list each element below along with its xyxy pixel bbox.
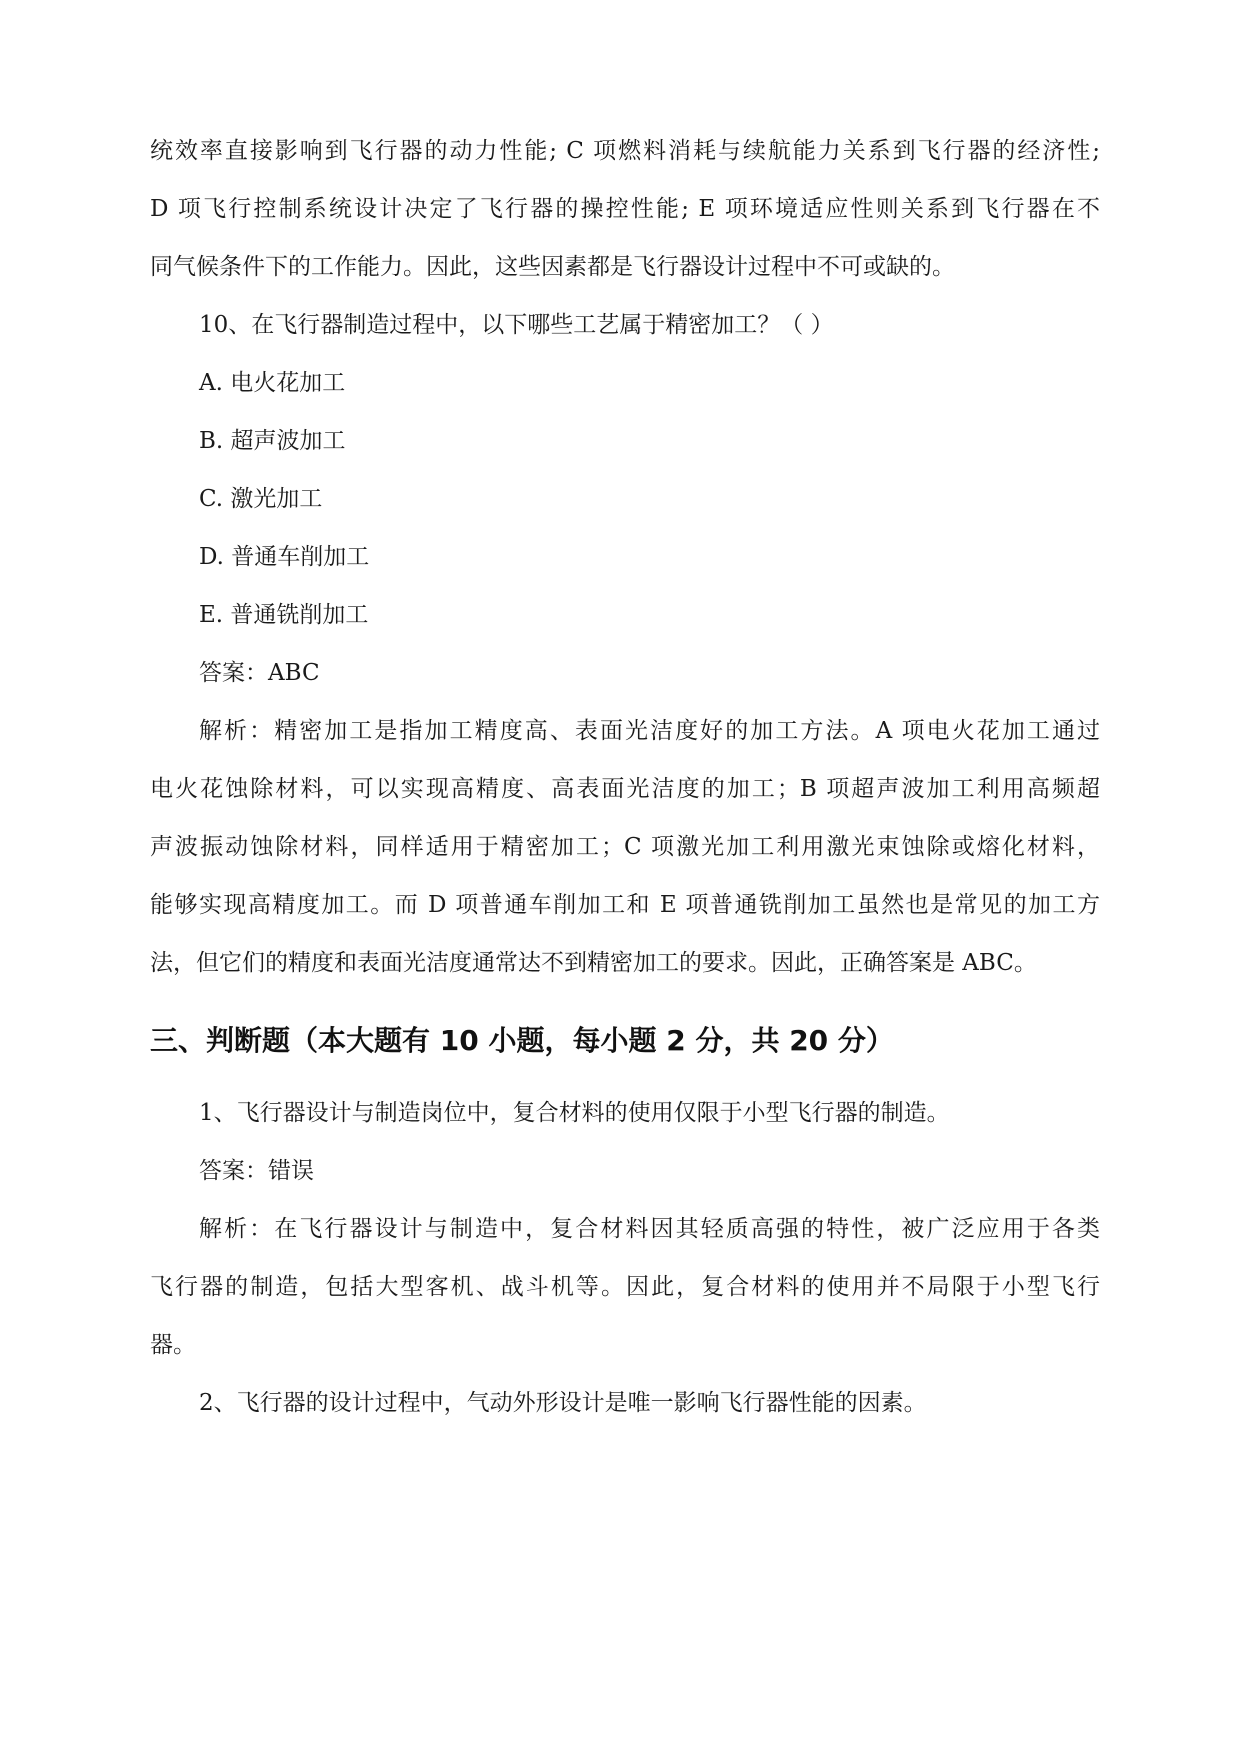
- tf-analysis-1-line-2: 飞行器的制造，包括大型客机、战斗机等。因此，复合材料的使用并不局限于小型飞行: [150, 1274, 1100, 1300]
- analysis-10-line-2: 电火花蚀除材料，可以实现高精度、高表面光洁度的加工；B 项超声波加工利用高频超: [150, 776, 1100, 802]
- answer-10: 答案：ABC: [199, 660, 320, 686]
- tf-analysis-1-line-3: 器。: [150, 1332, 196, 1358]
- prev-explanation-line-1: 统效率直接影响到飞行器的动力性能; C 项燃料消耗与续航能力关系到飞行器的经济性;: [150, 138, 1100, 164]
- question-10: 10、在飞行器制造过程中，以下哪些工艺属于精密加工？（ ）: [199, 312, 834, 338]
- tf-answer-1: 答案：错误: [199, 1158, 314, 1184]
- section-heading-true-false: 三、判断题（本大题有 10 小题，每小题 2 分，共 20 分）: [150, 1024, 894, 1057]
- option-e: E. 普通铣削加工: [199, 602, 369, 628]
- option-b: B. 超声波加工: [199, 428, 346, 454]
- prev-explanation-line-3: 同气候条件下的工作能力。因此，这些因素都是飞行器设计过程中不可或缺的。: [150, 254, 955, 280]
- analysis-10-line-1: 解析：精密加工是指加工精度高、表面光洁度好的加工方法。A 项电火花加工通过: [199, 718, 1100, 744]
- analysis-10-line-5: 法，但它们的精度和表面光洁度通常达不到精密加工的要求。因此，正确答案是 ABC。: [150, 950, 1037, 976]
- option-d: D. 普通车削加工: [199, 544, 370, 570]
- prev-explanation-line-2: D 项飞行控制系统设计决定了飞行器的操控性能; E 项环境适应性则关系到飞行器在不: [150, 196, 1100, 222]
- analysis-10-line-3: 声波振动蚀除材料，同样适用于精密加工；C 项激光加工利用激光束蚀除或熔化材料，: [150, 834, 1100, 860]
- option-a: A. 电火花加工: [199, 370, 346, 396]
- tf-question-1: 1、飞行器设计与制造岗位中，复合材料的使用仅限于小型飞行器的制造。: [199, 1100, 950, 1126]
- tf-analysis-1-line-1: 解析：在飞行器设计与制造中，复合材料因其轻质高强的特性，被广泛应用于各类: [199, 1216, 1100, 1242]
- tf-question-2: 2、飞行器的设计过程中，气动外形设计是唯一影响飞行器性能的因素。: [199, 1390, 927, 1416]
- analysis-10-line-4: 能够实现高精度加工。而 D 项普通车削加工和 E 项普通铣削加工虽然也是常见的加工方: [150, 892, 1100, 918]
- option-c: C. 激光加工: [199, 486, 323, 512]
